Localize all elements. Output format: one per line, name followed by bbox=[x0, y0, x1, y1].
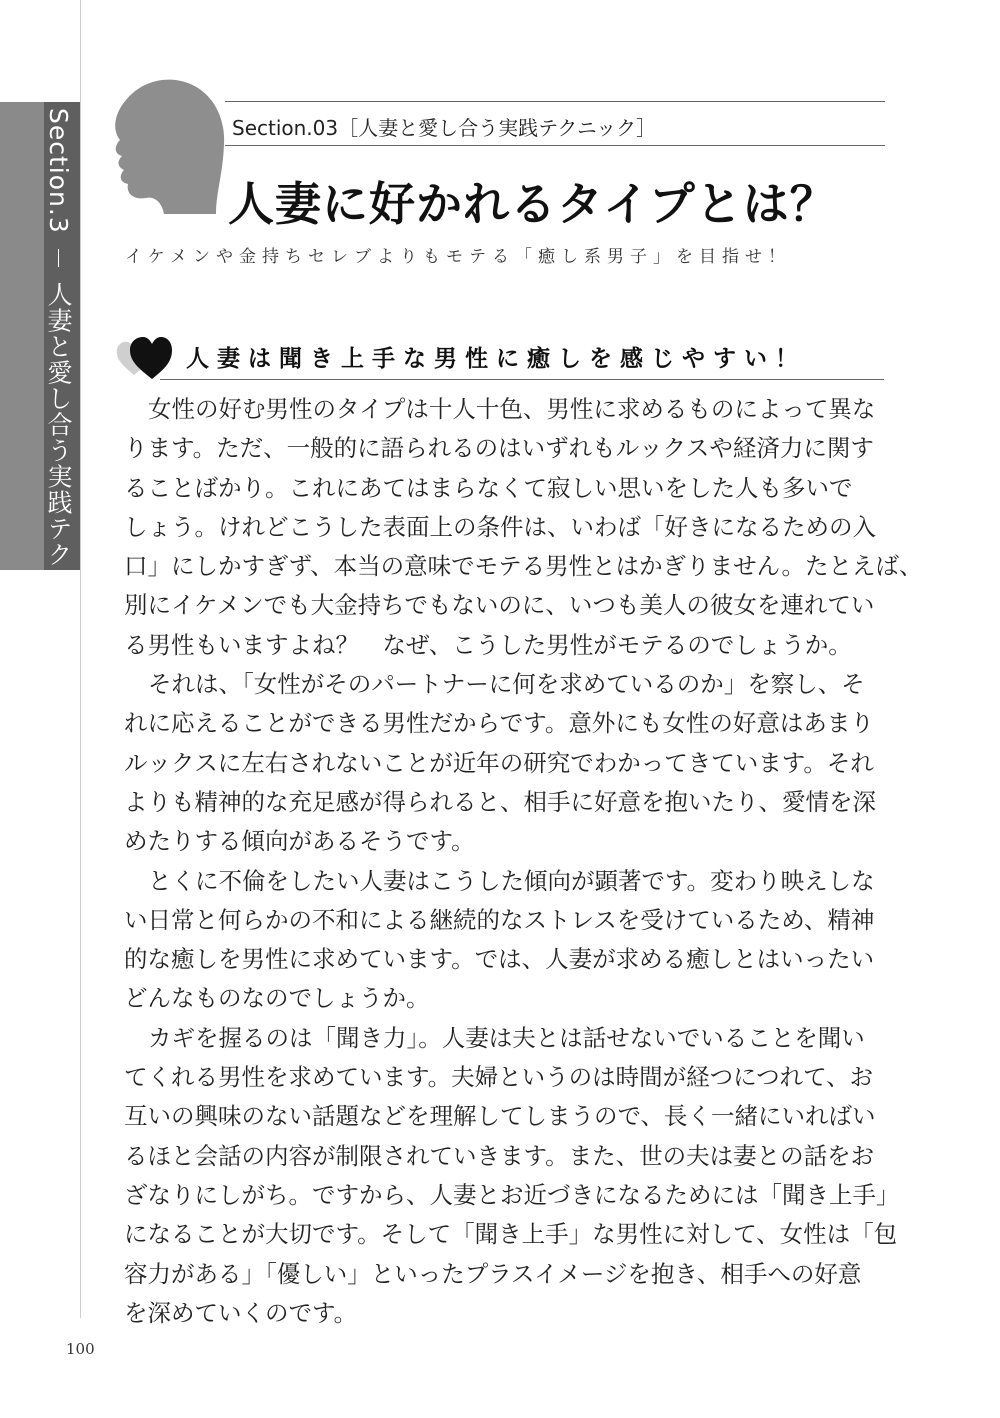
woman-silhouette-icon bbox=[104, 74, 234, 234]
body-line: よりも精神的な充足感が得られると、相手に好意を抱いたり、愛情を深 bbox=[124, 787, 876, 816]
section-heading: 人妻は聞き上手な男性に癒しを感じやすい！ bbox=[186, 346, 806, 372]
body-line: れに応えることができる男性だからです。意外にも女性の好意はあまり bbox=[124, 709, 874, 738]
header-rule-middle bbox=[225, 145, 885, 146]
page-number: 100 bbox=[66, 1340, 95, 1358]
body-line: それは、「女性がそのパートナーに何を求めているのか」を察し、そ bbox=[148, 670, 865, 699]
body-line: ルックスに左右されないことが近年の研究でわかってきています。それ bbox=[124, 748, 874, 777]
body-line: 女性の好む男性のタイプは十人十色、男性に求めるものによって異な bbox=[148, 395, 876, 423]
body-line: る男性もいますよね？ なぜ、こうした男性がモテるのでしょうか。 bbox=[124, 630, 852, 659]
page-subtitle: イケメンや金持ちセレブよりもモテる「癒し系男子」を目指せ！ bbox=[125, 247, 791, 267]
body-line: 的な癒しを男性に求めています。では、人妻が求める癒しとはいったい bbox=[124, 945, 875, 974]
header-rule-top bbox=[225, 101, 885, 102]
body-line: めたりする傾向があるそうです。 bbox=[124, 827, 475, 856]
side-tab-separator bbox=[58, 249, 59, 267]
side-tab-text bbox=[40, 108, 76, 646]
body-line: てくれる男性を求めています。夫婦というのは時間が経つにつれて、お bbox=[124, 1063, 874, 1092]
body-line: カギを握るのは「聞き力」。人妻は夫とは話せないでいることを聞い bbox=[148, 1023, 865, 1052]
body-line: 容力がある」「優しい」といったプラスイメージを抱き、相手への好意 bbox=[124, 1259, 862, 1288]
hearts-icon bbox=[116, 336, 172, 380]
body-line: ざなりにしがち。ですから、人妻とお近づきになるためには「聞き上手」 bbox=[124, 1180, 900, 1209]
body-line: るほと会話の内容が制限されていきます。また、世の夫は妻との話をお bbox=[124, 1141, 875, 1170]
page-title: 人妻に好かれるタイプとは？ bbox=[228, 177, 837, 231]
body-line: 別にイケメンでも大金持ちでもないのに、いつも美人の彼女を連れてい bbox=[124, 591, 875, 620]
body-line: しょう。けれどこうした表面上の条件は、いわば「好きになるための入 bbox=[124, 512, 876, 541]
body-line: い日常と何らかの不和による継続的なストレスを受けているため、精神 bbox=[124, 905, 875, 934]
body-line: ることばかり。これにあてはまらなくて寂しい思いをした人も多いで bbox=[124, 473, 853, 502]
body-line: とくに不倫をしたい人妻はこうした傾向が顕著です。変わり映えしな bbox=[148, 866, 875, 895]
body-line: 互いの興味のない話題などを理解してしまうので、長く一緒にいればい bbox=[124, 1102, 876, 1131]
side-tab-chapter: 人妻と愛し合う実践テクニック bbox=[44, 281, 73, 646]
body-text bbox=[124, 390, 923, 1333]
side-tab bbox=[0, 102, 80, 646]
body-line: ります。ただ、一般的に語られるのはいずれもルックスや経済力に関す bbox=[124, 434, 874, 463]
body-line: どんなものなのでしょうか。 bbox=[124, 984, 430, 1013]
section-label: Section.03［人妻と愛し合う実践テクニック］ bbox=[232, 116, 657, 140]
margin-line bbox=[80, 0, 81, 1318]
body-line: になることが大切です。そして「聞き上手」な男性に対して、女性は「包 bbox=[124, 1220, 898, 1249]
body-line: 口」にしかすぎず、本当の意味でモテる男性とはかぎりません。たとえば、 bbox=[124, 552, 923, 581]
heading-rule bbox=[160, 379, 884, 380]
side-tab-section: Section.3 bbox=[44, 108, 73, 234]
body-line: を深めていくのです。 bbox=[124, 1298, 358, 1327]
